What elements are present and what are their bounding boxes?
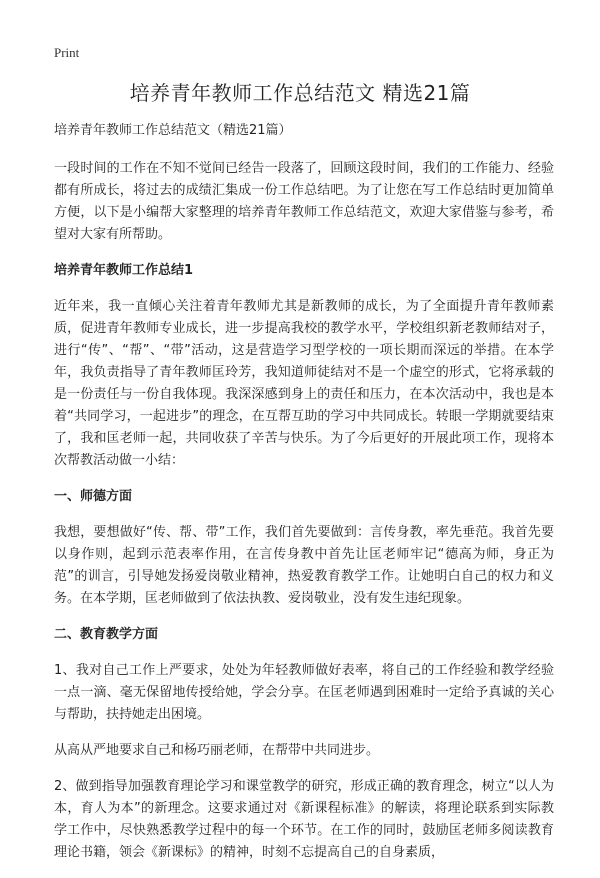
- teaching-item-2: 2、做到指导加强教育理论学习和课堂教学的研究，形成正确的教育理念，树立“以人为本，育人为本”的新理念。这要求通过对《新课程标准》的解读，将理论联系到实际教学工作中，尽快熟悉教学过程中的每一个环节。在工作的同时，鼓励匡老师多阅读教育理论书籍，领会《新课标》的精神，时刻不忘提高自己的自身素质，: [54, 779, 554, 860]
- heading-ethics: 一、师德方面: [54, 489, 133, 504]
- print-link[interactable]: Print: [54, 45, 80, 60]
- section-1-paragraph: 近年来，我一直倾心关注着青年教师尤其是新教师的成长，为了全面提升青年教师素质，促进青年教师专业成长，进一步提高我校的教学水平，学校组织新老教师结对子，进行“传”、“帮”、“带”活动，这是营造学习型学校的一项长期而深远的举措。在本学年，我负责指导了青年教师匡玲芳，我知道师徒结对不是一个虚空的形式，它将承载的是一份责任与一份自我体现。我深深感到身上的责任和压力，在本次活动中，我也是本着“共同学习，一起进步”的理念，在互帮互助的学习中共同成长。转眼一学期就要结束了，我和匡老师一起，共同收获了辛苦与快乐。为了今后更好的开展此项工作，现将本次帮教活动做一小结：: [54, 299, 554, 468]
- ethics-paragraph: 我想，要想做好“传、帮、带”工作，我们首先要做到：言传身教，率先垂范。我首先要以身作则，起到示范表率作用，在言传身教中首先让匡老师牢记“德高为师，身正为范”的训言，引导她发扬爱岗敬业精神，热爱教育教学工作。让她明白自己的权力和义务。在本学期，匡老师做到了依法执教、爱岗敬业，没有发生违纪现象。: [54, 525, 554, 606]
- article-subtitle: 培养青年教师工作总结范文（精选21篇）: [54, 123, 292, 138]
- section-heading-1: 培养青年教师工作总结1: [54, 263, 194, 278]
- page-title: 培养青年教师工作总结范文 精选21篇: [129, 81, 471, 105]
- teaching-item-1: 1、我对自己工作上严要求，处处为年轻教师做好表率，将自己的工作经验和教学经验一点一滴、毫无保留地传授给她，学会分享。在匡老师遇到困难时一定给予真诚的关心与帮助，扶持她走出困境。: [54, 663, 554, 722]
- teaching-note: 从高从严地要求自己和杨巧丽老师，在帮带中共同进步。: [54, 743, 380, 758]
- article-body: [54, 120, 554, 878]
- heading-teaching: 二、教育教学方面: [54, 627, 159, 642]
- intro-paragraph: 一段时间的工作在不知不觉间已经告一段落了，回顾这段时间，我们的工作能力、经验都有所成长，将过去的成绩汇集成一份工作总结吧。为了让您在写工作总结时更加简单方便，以下是小编帮大家整理的培养青年教师工作总结范文，欢迎大家借鉴与参考，希望对大家有所帮助。: [54, 161, 554, 242]
